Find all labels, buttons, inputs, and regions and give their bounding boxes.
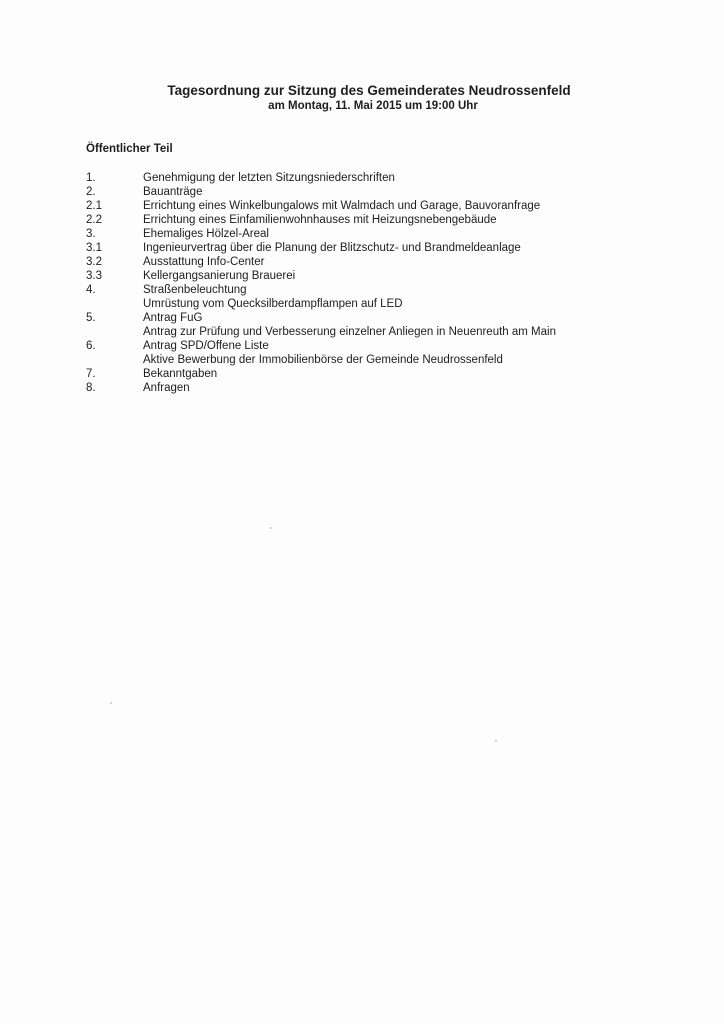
agenda-item-text: Antrag FuG	[143, 312, 203, 324]
scan-speck	[270, 527, 272, 529]
agenda-item-number: 3.1	[86, 242, 102, 254]
document-subtitle: am Montag, 11. Mai 2015 um 19:00 Uhr	[268, 100, 478, 112]
agenda-item	[86, 367, 646, 381]
agenda-item-number: 5.	[86, 312, 96, 324]
agenda-item-text: Anfragen	[143, 382, 190, 394]
agenda-item-text: Ausstattung Info-Center	[143, 256, 265, 268]
agenda-item	[86, 283, 646, 297]
agenda-list	[86, 171, 646, 395]
agenda-item-text: Ehemaliges Hölzel-Areal	[143, 228, 269, 240]
agenda-item-text: Umrüstung vom Quecksilberdampflampen auf LED	[143, 298, 403, 310]
agenda-item-text: Bekanntgaben	[143, 368, 218, 380]
agenda-item	[86, 381, 646, 395]
agenda-item-number: 3.2	[86, 256, 102, 268]
agenda-item-number: 1.	[86, 172, 96, 184]
agenda-item-number	[86, 297, 143, 311]
agenda-item-number: 4.	[86, 284, 96, 296]
agenda-item	[86, 241, 646, 255]
agenda-item-text: Straßenbeleuchtung	[143, 284, 247, 296]
agenda-item-text: Errichtung eines Winkelbungalows mit Walmdach und Garage, Bauvoranfrage	[143, 200, 541, 212]
agenda-item-text: Ingenieurvertrag über die Planung der Blitzschutz- und Brandmeldeanlage	[143, 242, 521, 254]
agenda-item	[86, 269, 646, 283]
agenda-item-text: Antrag zur Prüfung und Verbesserung einzelner Anliegen in Neuenreuth am Main	[143, 326, 556, 338]
agenda-item-detail	[86, 353, 646, 367]
section-heading: Öffentlicher Teil	[86, 143, 173, 155]
agenda-item-number: 2.	[86, 186, 96, 198]
agenda-item-number: 8.	[86, 382, 96, 394]
agenda-item	[86, 185, 646, 199]
agenda-item-number: 7.	[86, 368, 96, 380]
agenda-item	[86, 339, 646, 353]
agenda-item-text: Genehmigung der letzten Sitzungsniederschriften	[143, 172, 395, 184]
agenda-item-number: 2.1	[86, 200, 102, 212]
agenda-item-text: Aktive Bewerbung der Immobilienbörse der Gemeinde Neudrossenfeld	[143, 354, 503, 366]
agenda-item-number	[86, 325, 143, 339]
agenda-item-number: 3.3	[86, 270, 102, 282]
scan-speck	[495, 740, 497, 742]
agenda-item-number	[86, 353, 143, 367]
agenda-item	[86, 311, 646, 325]
agenda-item	[86, 199, 646, 213]
scan-speck	[110, 702, 112, 704]
agenda-item	[86, 227, 646, 241]
agenda-item	[86, 255, 646, 269]
agenda-item-text: Errichtung eines Einfamilienwohnhauses mit Heizungsnebengebäude	[143, 214, 497, 226]
agenda-item	[86, 213, 646, 227]
agenda-item-number: 2.2	[86, 214, 102, 226]
agenda-item-text: Antrag SPD/Offene Liste	[143, 340, 269, 352]
agenda-item-number: 3.	[86, 228, 96, 240]
document-title: Tagesordnung zur Sitzung des Gemeinderates Neudrossenfeld	[167, 83, 571, 98]
agenda-item-number: 6.	[86, 340, 96, 352]
agenda-item-text: Bauanträge	[143, 186, 203, 198]
agenda-item-detail	[86, 297, 646, 311]
agenda-item-text: Kellergangsanierung Brauerei	[143, 270, 296, 282]
agenda-item	[86, 171, 646, 185]
agenda-item-detail	[86, 325, 646, 339]
